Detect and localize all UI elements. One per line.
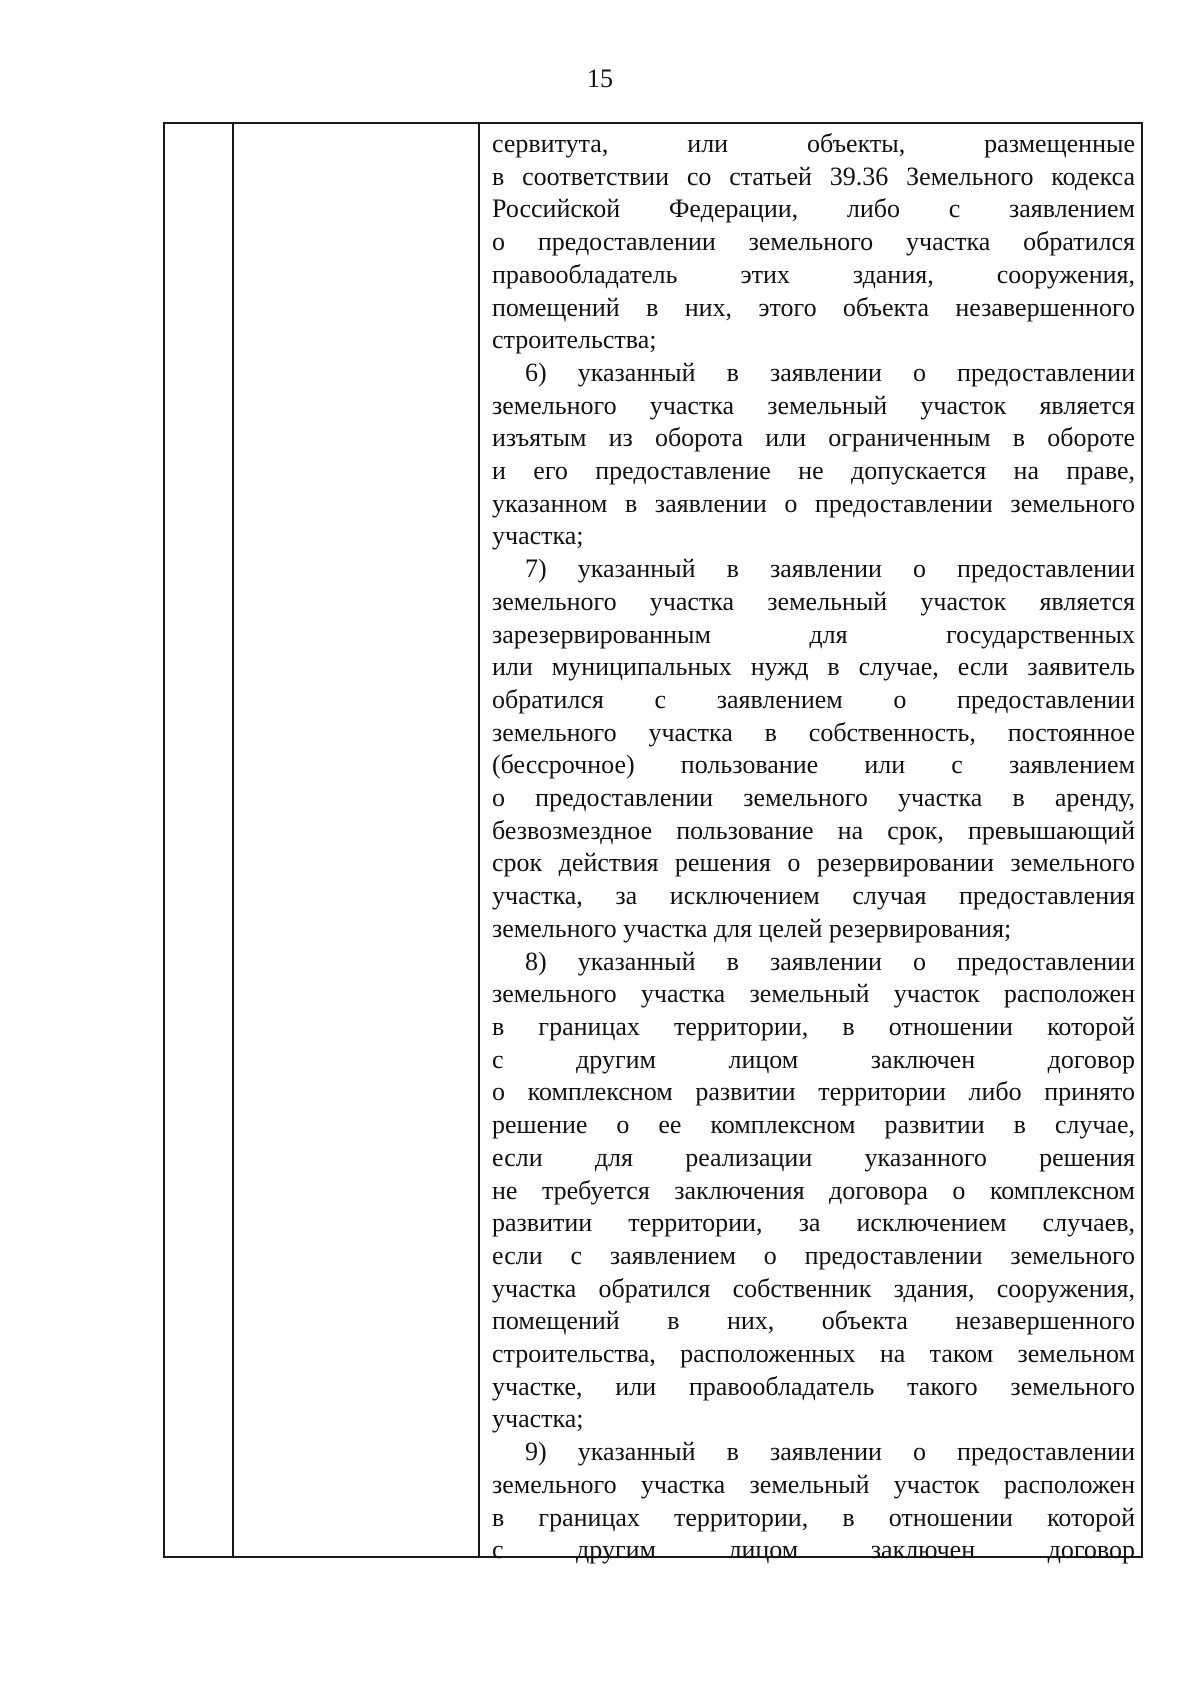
text-line: 6) указанный в заявлении о предоставлении: [525, 357, 1135, 387]
text-line: о предоставлении земельного участка обратился: [492, 227, 1135, 257]
text-line: если с заявлением о предоставлении земельного: [492, 1240, 1135, 1270]
text-line: в соответствии со статьей 39.36 Земельного кодекса: [492, 161, 1135, 191]
text-line: о комплексном развитии территории либо принято: [492, 1077, 1135, 1107]
text-line: 7) указанный в заявлении о предоставлении: [525, 554, 1135, 584]
text-line: (бессрочное) пользование или с заявлением: [492, 750, 1135, 780]
text-line: строительства, расположенных на таком земельном: [492, 1339, 1135, 1369]
text-line: указанном в заявлении о предоставлении земельного: [492, 488, 1135, 518]
text-line: 9) указанный в заявлении о предоставлении: [525, 1437, 1135, 1467]
text-line: с другим лицом заключен договор: [492, 1044, 1135, 1074]
text-line: земельного участка земельный участок расположен: [492, 979, 1135, 1009]
text-line: или муниципальных нужд в случае, если заявитель: [492, 652, 1135, 682]
text-line: с другим лицом заключен договор: [492, 1535, 1135, 1565]
table-cell-text: [492, 128, 1135, 1567]
text-line: земельного участка земельный участок является: [492, 586, 1135, 616]
text-line: участка обратился собственник здания, сооружения,: [492, 1273, 1135, 1303]
text-line: сервитута, или объекты, размещенные: [492, 129, 1135, 158]
text-line: земельного участка в собственность, постоянное: [492, 717, 1135, 747]
text-line: правообладатель этих здания, сооружения,: [492, 259, 1135, 289]
text-line: развитии территории, за исключением случаев,: [492, 1208, 1135, 1238]
document-table: [163, 122, 1143, 1565]
page-number: 15: [587, 64, 613, 93]
text-line: участка;: [492, 521, 584, 551]
text-line: земельного участка для целей резервирования;: [492, 913, 1012, 943]
text-line: помещений в них, объекта незавершенного: [492, 1306, 1135, 1336]
text-line: в границах территории, в отношении которой: [492, 1502, 1135, 1532]
text-line: Российской Федерации, либо с заявлением: [492, 194, 1135, 224]
table-column-divider: [478, 124, 480, 1556]
text-line: участка;: [492, 1404, 584, 1434]
text-line: участке, или правообладатель такого земельного: [492, 1371, 1135, 1401]
text-line: безвозмездное пользование на срок, превышающий: [492, 815, 1135, 845]
text-line: строительства;: [492, 325, 657, 355]
text-line: в границах территории, в отношении которой: [492, 1011, 1135, 1041]
text-line: не требуется заключения договора о комплексном: [492, 1175, 1135, 1205]
table-column-divider: [232, 124, 234, 1556]
text-line: изъятым из оборота или ограниченным в обороте: [492, 423, 1135, 453]
text-line: 8) указанный в заявлении о предоставлении: [525, 946, 1135, 976]
text-line: если для реализации указанного решения: [492, 1142, 1135, 1172]
text-line: участка, за исключением случая предоставления: [492, 881, 1135, 911]
text-line: и его предоставление не допускается на праве,: [492, 456, 1135, 486]
text-line: срок действия решения о резервировании земельного: [492, 848, 1135, 878]
text-line: решение о ее комплексном развитии в случае,: [492, 1110, 1135, 1140]
text-line: зарезервированным для государственных: [492, 619, 1135, 649]
text-line: обратился с заявлением о предоставлении: [492, 684, 1135, 714]
text-line: помещений в них, этого объекта незавершенного: [492, 292, 1135, 322]
text-line: земельного участка земельный участок является: [492, 390, 1135, 420]
text-line: о предоставлении земельного участка в аренду,: [492, 783, 1135, 813]
text-line: земельного участка земельный участок расположен: [492, 1469, 1135, 1499]
